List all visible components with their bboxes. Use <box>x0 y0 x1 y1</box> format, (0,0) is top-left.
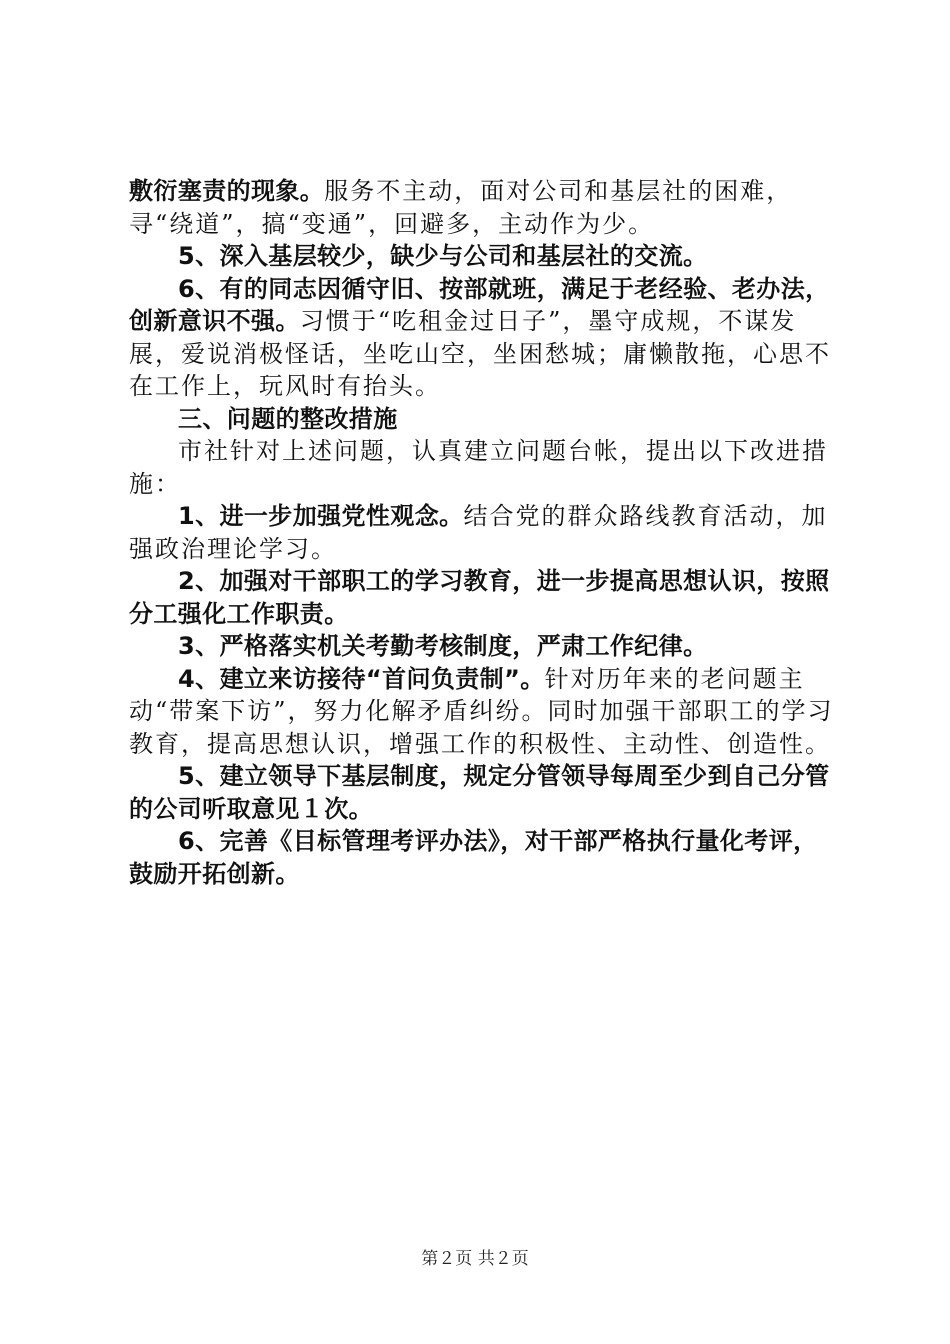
measure-item-5 <box>129 760 834 825</box>
measure-item-1 <box>129 500 834 565</box>
paragraph-item-6 <box>129 273 834 403</box>
paragraph-bold-text: 敷衍塞责的现象。 <box>129 177 325 205</box>
paragraph-bold-text: 5、建立领导下基层制度，规定分管领导每周至少到自己分管的公司听取意见１次。 <box>129 762 830 823</box>
paragraph-intro <box>129 435 834 500</box>
page-footer <box>0 1244 950 1269</box>
section-heading-3 <box>129 403 834 436</box>
paragraph-bold-text: 6、有的同志因循守旧、按部就班，满足于老经验、老办法，创新意识不强。 <box>129 274 830 335</box>
page-number-label: 第２页 共２页 <box>421 1249 529 1269</box>
measure-item-4 <box>129 663 834 761</box>
paragraph-regular-text: 针对历年来的老问题主动“带案下访”，努力化解矛盾纠纷。同时加强干部职工的学习教育，提高思想认识，增强工作的积极性、主动性、创造性。 <box>129 664 834 758</box>
paragraph-bold-text: 5、深入基层较少，缺少与公司和基层社的交流。 <box>178 242 708 270</box>
paragraph-bold-text: 2、加强对干部职工的学习教育，进一步提高思想认识，按照分工强化工作职责。 <box>129 567 830 628</box>
measure-item-2 <box>129 565 834 630</box>
paragraph-continuation <box>129 175 834 240</box>
paragraph-regular-text: 服务不主动，面对公司和基层社的困难，寻“绕道”，搞“变通”，回避多，主动作为少。 <box>129 177 793 238</box>
document-body <box>129 175 834 890</box>
measure-item-3 <box>129 630 834 663</box>
paragraph-bold-text: 3、严格落实机关考勤考核制度，严肃工作纪律。 <box>178 632 708 660</box>
paragraph-regular-text: 市社针对上述问题，认真建立问题台帐，提出以下改进措施： <box>129 437 828 498</box>
paragraph-item-5 <box>129 240 834 273</box>
paragraph-bold-text: 1、进一步加强党性观念。 <box>178 502 464 530</box>
paragraph-regular-text: 结合党的群众路线教育活动，加强政治理论学习。 <box>129 502 828 563</box>
measure-item-6 <box>129 825 834 890</box>
paragraph-bold-text: 6、完善《目标管理考评办法》，对干部严格执行量化考评，鼓励开拓创新。 <box>129 827 818 888</box>
paragraph-bold-text: 4、建立来访接待“首问负责制”。 <box>178 664 545 693</box>
section-heading-text: 三、问题的整改措施 <box>178 404 398 433</box>
paragraph-regular-text: 习惯于“吃租金过日子”，墨守成规，不谋发展，爱说消极怪话，坐吃山空，坐困愁城；庸懒散拖，心思不在工作上，玩风时有抬头。 <box>129 307 831 400</box>
